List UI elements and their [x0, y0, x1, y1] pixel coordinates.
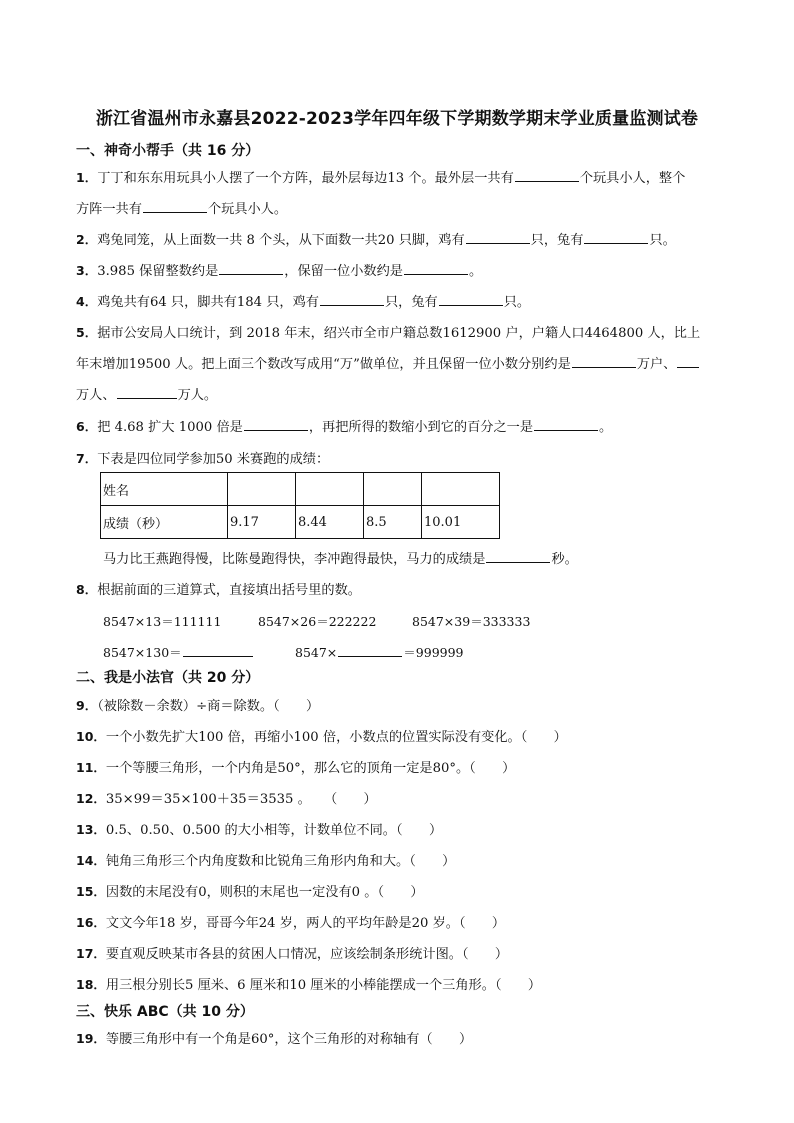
question-number: 3． [76, 263, 98, 278]
answer-blank[interactable] [439, 293, 503, 306]
section-heading-2: 二、我是小法官（共 20 分） [76, 670, 260, 686]
question-text: 把 4.68 扩大 1000 倍是 [97, 420, 243, 435]
question-2 [76, 229, 676, 248]
question-text: ，再把所得的数缩小到它的百分之一是 [308, 420, 534, 435]
question-13 [76, 819, 442, 838]
question-text: 马力比王燕跑得慢，比陈曼跑得快，李冲跑得最快，马力的成绩是 [103, 552, 486, 567]
answer-blank[interactable] [404, 262, 468, 275]
question-number: 2． [76, 232, 98, 247]
question-11 [76, 757, 515, 776]
question-text: 下表是四位同学参加50 米赛跑的成绩： [97, 452, 330, 467]
question-5-line-3 [76, 384, 217, 403]
question-text: 个玩具小人，整个 [579, 171, 686, 186]
question-text: 方阵一共有 [76, 202, 142, 217]
equation: 8547×13＝111111 [103, 614, 222, 629]
exam-title: 浙江省温州市永嘉县2022-2023学年四年级下学期数学期末学业质量监测试卷 [95, 109, 699, 129]
question-text: 只，兔有 [530, 233, 584, 248]
equation: 8547×26＝222222 [258, 614, 377, 629]
question-number: 12． [76, 791, 106, 806]
question-number: 5． [76, 325, 98, 340]
question-text: 钝角三角形三个内角度数和比锐角三角形内角和大。（ ） [105, 854, 456, 869]
question-text: 3.985 保留整数约是 [97, 264, 219, 279]
table-cell[interactable] [364, 473, 422, 506]
question-text: 因数的末尾没有0，则积的末尾也一定没有0 。（ ） [105, 885, 424, 900]
table-cell: 成绩（秒） [101, 506, 228, 539]
question-text: 一个小数先扩大100 倍，再缩小100 倍，小数点的位置实际没有变化。（ ） [105, 730, 567, 745]
question-6 [76, 416, 612, 435]
answer-blank[interactable] [219, 262, 283, 275]
question-text: 一个等腰三角形，一个内角是50°，那么它的顶角一定是80°。（ ） [105, 761, 516, 776]
answer-blank[interactable] [183, 644, 253, 657]
question-15 [76, 881, 424, 900]
question-18 [76, 974, 541, 993]
question-text: 用三根分别长5 厘米、6 厘米和10 厘米的小棒能摆成一个三角形。（ ） [105, 978, 542, 993]
question-text: 只。 [503, 295, 531, 310]
question-5-line-1 [76, 322, 700, 341]
question-10 [76, 726, 567, 745]
equation: 8547×39＝333333 [412, 614, 531, 629]
answer-blank[interactable] [572, 355, 636, 368]
question-number: 15． [76, 884, 106, 899]
section-heading-1: 一、神奇小帮手（共 16 分） [76, 143, 260, 159]
question-5-line-2 [76, 353, 700, 372]
question-text: 只。 [649, 233, 676, 248]
table-cell[interactable] [296, 473, 364, 506]
table-cell[interactable] [228, 473, 296, 506]
equation-with-blank [103, 643, 254, 661]
table-cell: 姓名 [101, 473, 228, 506]
question-number: 14． [76, 853, 106, 868]
question-8 [76, 579, 361, 598]
answer-blank[interactable] [338, 644, 402, 657]
question-number: 1． [76, 170, 98, 185]
question-number: 17． [76, 946, 106, 961]
equation-text: 8547×130＝ [103, 645, 182, 660]
question-number: 6． [76, 419, 98, 434]
question-text: 丁丁和东东用玩具小人摆了一个方阵，最外层每边13 个。最外层一共有 [97, 171, 514, 186]
question-text: 要直观反映某市各县的贫困人口情况，应该绘制条形统计图。（ ） [105, 947, 509, 962]
answer-blank[interactable] [515, 169, 579, 182]
question-text: 只，兔有 [384, 295, 438, 310]
equation-text: ＝999999 [403, 645, 464, 660]
answer-blank[interactable] [466, 231, 530, 244]
question-text: 根据前面的三道算式，直接填出括号里的数。 [97, 583, 361, 598]
question-text: 万人。 [177, 388, 218, 403]
question-number: 7． [76, 451, 98, 466]
equation-text: 8547× [295, 645, 338, 660]
question-14 [76, 850, 455, 869]
answer-blank[interactable] [584, 231, 648, 244]
equation-with-blank [295, 643, 464, 661]
question-number: 18． [76, 977, 106, 992]
section-heading-3: 三、快乐 ABC（共 10 分） [76, 1004, 254, 1020]
question-number: 11． [76, 760, 106, 775]
question-text: 秒。 [551, 552, 578, 567]
race-results-table [100, 472, 500, 539]
question-7 [76, 448, 329, 467]
answer-blank[interactable] [486, 550, 550, 563]
question-12 [76, 788, 377, 807]
question-number: 8． [76, 582, 98, 597]
question-text: 鸡兔同笼，从上面数一共 8 个头，从下面数一共20 只脚，鸡有 [97, 233, 465, 248]
question-text: 鸡兔共有64 只，脚共有184 只，鸡有 [97, 295, 319, 310]
question-1-line-2 [76, 198, 287, 217]
answer-blank[interactable] [320, 293, 384, 306]
table-cell: 9.17 [228, 506, 296, 539]
table-cell: 8.44 [296, 506, 364, 539]
question-19 [76, 1028, 472, 1047]
question-1-line-1 [76, 167, 685, 186]
question-text: ，保留一位小数约是 [284, 264, 403, 279]
question-number: 10． [76, 729, 106, 744]
question-number: 4． [76, 294, 98, 309]
table-cell: 8.5 [364, 506, 422, 539]
table-cell: 10.01 [422, 506, 500, 539]
question-text: 等腰三角形中有一个角是60°，这个三角形的对称轴有（ ） [105, 1032, 473, 1047]
question-number: 16． [76, 915, 106, 930]
question-text: 据市公安局人口统计，到 2018 年末，绍兴市全市户籍总数1612900 户，户籍人口4464800 人，比上 [97, 326, 701, 341]
answer-blank[interactable] [117, 386, 177, 399]
question-text: 万户、 [636, 357, 677, 372]
question-number: 13． [76, 822, 106, 837]
answer-blank[interactable] [677, 355, 699, 368]
answer-blank[interactable] [143, 200, 207, 213]
question-text: 文文今年18 岁，哥哥今年24 岁，两人的平均年龄是20 岁。（ ） [105, 916, 506, 931]
table-row [101, 506, 500, 539]
question-7-followup [103, 548, 578, 567]
question-text: 35×99＝35×100＋35＝3535 。 （ ） [105, 792, 377, 807]
question-17 [76, 943, 508, 962]
question-text: 万人、 [76, 388, 116, 403]
question-text: 个玩具小人。 [207, 202, 288, 217]
answer-blank[interactable] [244, 418, 308, 431]
question-number: 19． [76, 1031, 106, 1046]
question-number: 9． [76, 698, 98, 713]
question-text: 年末增加19500 人。把上面三个数改写成用“万”做单位，并且保留一位小数分别约是 [76, 357, 571, 372]
question-16 [76, 912, 505, 931]
table-cell[interactable] [422, 473, 500, 506]
answer-blank[interactable] [534, 418, 598, 431]
question-text: （被除数－余数）÷商＝除数。（ ） [97, 699, 320, 714]
question-4 [76, 291, 530, 310]
table-row [101, 473, 500, 506]
question-text: 。 [599, 420, 613, 435]
question-text: 。 [468, 264, 483, 279]
question-3 [76, 260, 482, 279]
question-9 [76, 695, 319, 714]
question-text: 0.5、0.50、0.500 的大小相等，计数单位不同。（ ） [105, 823, 443, 838]
